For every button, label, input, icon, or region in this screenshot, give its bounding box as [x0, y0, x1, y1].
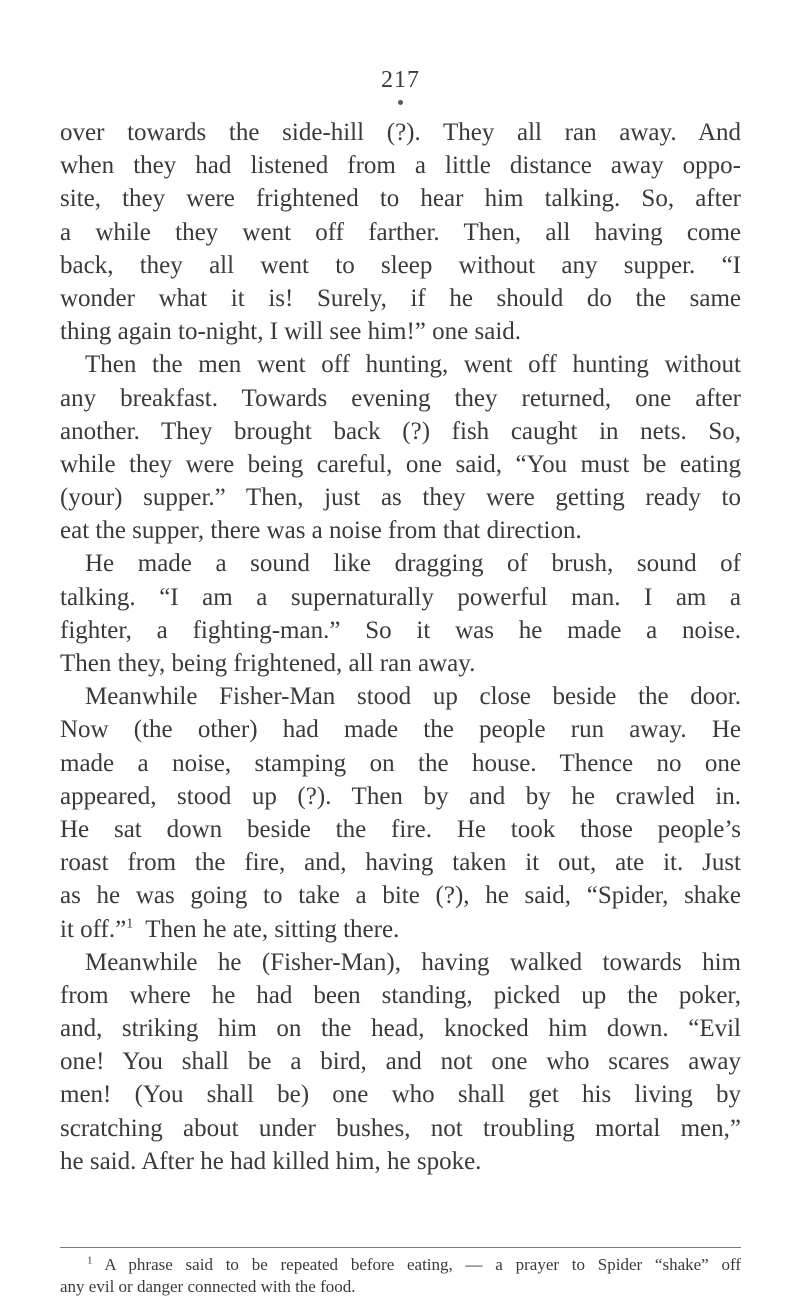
text-line: thing again to-night, I will see him!” one said. [60, 318, 522, 346]
footnote-reference: 1 [126, 916, 134, 932]
text-line-with-footnote [60, 913, 741, 946]
text-line: (your) supper.” Then, just as they were getting ready to [60, 484, 741, 512]
text-line: Then they, being frightened, all ran away. [60, 650, 476, 677]
text-line: site, they were frightened to hear him talking. So, after [60, 185, 741, 213]
page-number-dot [398, 100, 403, 105]
footnote-line [60, 1254, 741, 1276]
text-line: one! You shall be a bird, and not one who scares away [60, 1048, 741, 1076]
text-line: while they were being careful, one said, “You must be eating [60, 450, 741, 478]
text-line: fighter, a fighting-man.” So it was he made a noise. [60, 616, 741, 644]
text-line: He made a sound like dragging of brush, sound of [85, 550, 741, 578]
text-line: scratching about under bushes, not troubling mortal men,” [60, 1114, 741, 1142]
text-line: over towards the side-hill (?). They all ran away. And [60, 119, 741, 146]
text-line: wonder what it is! Surely, if he should do the same [60, 284, 741, 312]
text-line: Then the men went off hunting, went off hunting without [85, 351, 741, 379]
text-line: made a noise, stamping on the house. Thence no one [60, 749, 741, 777]
text-line: He sat down beside the fire. He took those people’s [60, 815, 741, 843]
text-line: Now (the other) had made the people run away. He [60, 716, 741, 744]
text-line: appeared, stood up (?). Then by and by he crawled in. [60, 782, 741, 810]
footnote-line: any evil or danger connected with the food. [60, 1277, 356, 1296]
text-segment: Then he ate, sitting there. [145, 915, 400, 943]
text-line: he said. After he had killed him, he spoke. [60, 1147, 482, 1175]
text-line: as he was going to take a bite (?), he said, “Spider, shake [60, 882, 741, 910]
text-line: Meanwhile he (Fisher-Man), having walked towards him [85, 948, 741, 976]
text-segment: it off.” [60, 915, 127, 943]
text-line: a while they went off farther. Then, all having come [60, 218, 741, 246]
text-line: men! (You shall be) one who shall get his living by [60, 1081, 741, 1109]
footnote-marker: 1 [87, 1254, 93, 1267]
text-line: any breakfast. Towards evening they returned, one after [60, 384, 741, 412]
footnote-text: A phrase said to be repeated before eating, — a prayer to Spider “shake” off [104, 1255, 741, 1274]
page-number: 217 [381, 67, 420, 93]
text-line: back, they all went to sleep without any supper. “I [60, 251, 741, 279]
text-line: Meanwhile Fisher-Man stood up close beside the door. [85, 683, 741, 711]
text-line: eat the supper, there was a noise from that direction. [60, 517, 582, 545]
text-line: when they had listened from a little distance away oppo- [60, 152, 741, 180]
footnote [60, 1254, 741, 1298]
text-line: and, striking him on the head, knocked him down. “Evil [60, 1015, 741, 1043]
text-line: roast from the fire, and, having taken it out, ate it. Just [60, 849, 741, 877]
text-line: from where he had been standing, picked up the poker, [60, 981, 741, 1009]
body-text [60, 116, 741, 1178]
text-line: talking. “I am a supernaturally powerful man. I am a [60, 583, 741, 611]
footnote-divider [60, 1247, 741, 1248]
text-line: another. They brought back (?) fish caught in nets. So, [60, 417, 741, 445]
